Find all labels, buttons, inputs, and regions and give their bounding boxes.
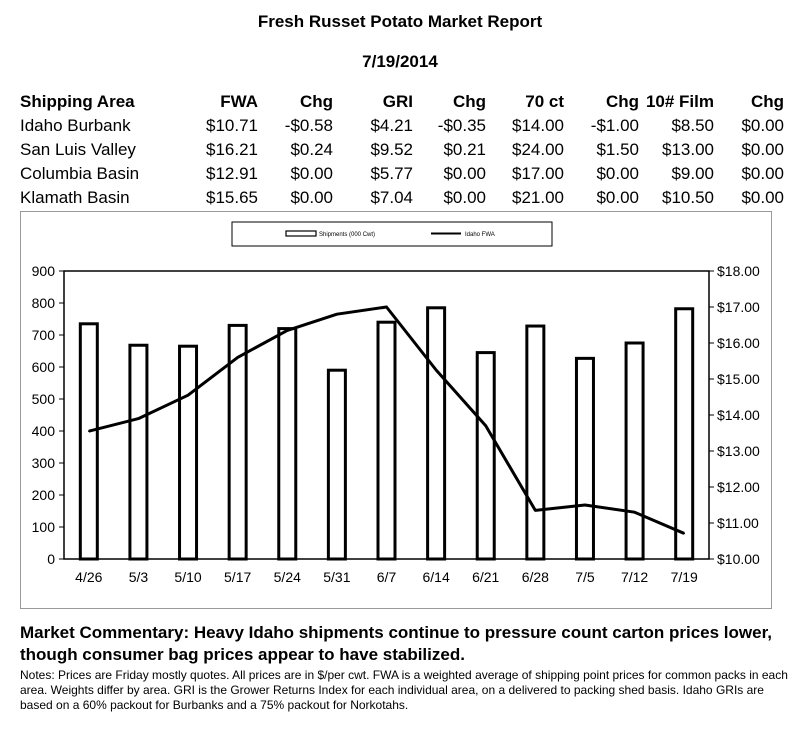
legend-box [232, 222, 552, 246]
chart-container [20, 211, 772, 609]
left-axis-tick-label: 700 [31, 327, 55, 343]
cell-10-film-chg: $0.00 [741, 164, 784, 183]
point-idaho-fwa [535, 510, 537, 512]
x-axis-tick-label: 5/17 [224, 569, 252, 585]
cell-10-film: $9.00 [671, 164, 714, 183]
cell-fwa: $15.65 [206, 188, 258, 207]
cell-10-film-chg: $0.00 [741, 188, 784, 207]
point-idaho-fwa [286, 330, 288, 332]
table-row [20, 138, 784, 162]
cell-70ct-chg: $0.00 [596, 188, 639, 207]
right-axis-tick-label: $17.00 [717, 299, 760, 315]
right-axis-tick-label: $16.00 [717, 335, 760, 351]
cell-gri: $4.21 [370, 116, 413, 135]
x-axis-tick-label: 5/10 [174, 569, 202, 585]
bar-shipments [576, 358, 593, 559]
x-axis-tick-label: 6/14 [422, 569, 450, 585]
bar-shipments [80, 324, 97, 559]
cell-area: Idaho Burbank [20, 116, 131, 135]
table-row [20, 114, 784, 138]
point-idaho-fwa [237, 357, 239, 359]
cell-gri-chg: -$0.35 [437, 116, 486, 135]
cell-fwa-chg: -$0.58 [284, 116, 333, 135]
x-axis-tick-label: 6/7 [376, 569, 397, 585]
bar-shipments [378, 322, 395, 559]
right-axis-tick-label: $14.00 [717, 407, 760, 423]
bar-shipments [279, 329, 296, 559]
right-axis-tick-label: $18.00 [717, 263, 760, 279]
notes: Notes: Prices are Friday mostly quotes. All prices are in $/per cwt. FWA is a weighted average of shipping point prices for common packs in each area. Weights differ by area. GRI is the Grower Returns Index for each individual area, on a delivered to packing shed basis. Idaho GRIs are based on a 60% packout for Burbanks and a 75% packout for Norkotahs. [20, 668, 788, 712]
header-gri-chg: Chg [452, 92, 486, 111]
cell-fwa: $16.21 [206, 140, 258, 159]
left-axis-tick-label: 500 [31, 391, 55, 407]
header-shipping-area: Shipping Area [20, 92, 135, 111]
bar-shipments [477, 353, 494, 559]
report-title: Fresh Russet Potato Market Report [257, 12, 543, 31]
cell-10-film: $10.50 [662, 188, 714, 207]
cell-70ct-chg: $0.00 [596, 164, 639, 183]
left-axis-tick-label: 200 [31, 487, 55, 503]
cell-gri: $5.77 [370, 164, 413, 183]
right-axis-tick-label: $10.00 [717, 551, 760, 567]
point-idaho-fwa [634, 511, 636, 513]
price-table [20, 90, 784, 210]
cell-10-film: $13.00 [662, 140, 714, 159]
x-axis-tick-label: 6/21 [472, 569, 500, 585]
cell-gri-chg: $0.00 [443, 188, 486, 207]
cell-70ct: $21.00 [512, 188, 564, 207]
right-axis-tick-label: $11.00 [717, 515, 759, 531]
left-axis-tick-label: 100 [31, 519, 55, 535]
left-axis-tick-label: 300 [31, 455, 55, 471]
point-idaho-fwa [435, 369, 437, 371]
header-70ct-chg: Chg [605, 92, 639, 111]
x-axis-tick-label: 5/31 [323, 569, 351, 585]
cell-10-film: $8.50 [671, 116, 714, 135]
x-axis-tick-label: 7/5 [575, 569, 595, 585]
cell-70ct: $14.00 [512, 116, 564, 135]
point-idaho-fwa [584, 504, 586, 506]
bar-shipments [328, 370, 345, 559]
cell-fwa: $12.91 [206, 164, 258, 183]
cell-fwa-chg: $0.24 [290, 140, 333, 159]
cell-area: Columbia Basin [20, 164, 140, 183]
cell-gri: $7.04 [370, 188, 413, 207]
header-10-film: 10# Film [645, 92, 714, 111]
point-idaho-fwa [386, 306, 388, 308]
cell-10-film-chg: $0.00 [741, 140, 784, 159]
left-axis-tick-label: 400 [31, 423, 55, 439]
x-axis-tick-label: 5/24 [273, 569, 301, 585]
point-idaho-fwa [683, 533, 685, 535]
header-fwa: FWA [220, 92, 258, 111]
bar-shipments [428, 308, 445, 559]
cell-area: San Luis Valley [20, 140, 136, 159]
x-axis-tick-label: 7/19 [670, 569, 698, 585]
cell-area: Klamath Basin [20, 188, 130, 207]
x-axis-tick-label: 5/3 [128, 569, 149, 585]
bar-shipments [180, 346, 197, 559]
right-axis-tick-label: $15.00 [717, 371, 760, 387]
cell-gri-chg: $0.00 [443, 164, 486, 183]
legend-swatch-shipments [286, 231, 316, 236]
cell-fwa: $10.71 [206, 116, 258, 135]
x-axis-tick-label: 6/28 [521, 569, 549, 585]
right-axis-tick-label: $13.00 [717, 443, 760, 459]
point-idaho-fwa [138, 418, 140, 420]
header-fwa-chg: Chg [299, 92, 333, 111]
cell-gri-chg: $0.21 [443, 140, 486, 159]
left-axis-tick-label: 800 [31, 295, 55, 311]
bar-shipments [626, 343, 643, 559]
table-header-row [20, 90, 784, 114]
cell-gri: $9.52 [370, 140, 413, 159]
point-idaho-fwa [187, 394, 189, 396]
left-axis-tick-label: 600 [31, 359, 55, 375]
table-row [20, 162, 784, 186]
cell-10-film-chg: $0.00 [741, 116, 784, 135]
cell-70ct: $17.00 [512, 164, 564, 183]
legend-label-fwa: Idaho FWA [465, 232, 495, 238]
point-idaho-fwa [336, 313, 338, 315]
bar-shipments [527, 326, 544, 559]
legend-label-shipments: Shipments (000 Cwt) [319, 232, 376, 238]
cell-fwa-chg: $0.00 [290, 188, 333, 207]
point-idaho-fwa [88, 430, 90, 432]
x-axis-tick-label: 4/26 [75, 569, 103, 585]
shipments-fwa-chart [21, 212, 773, 610]
table-row [20, 186, 784, 210]
right-axis-tick-label: $12.00 [717, 479, 760, 495]
cell-fwa-chg: $0.00 [290, 164, 333, 183]
header-70ct: 70 ct [525, 92, 564, 111]
cell-70ct: $24.00 [512, 140, 564, 159]
bar-shipments [130, 345, 147, 559]
cell-70ct-chg: -$1.00 [590, 116, 639, 135]
left-axis-tick-label: 900 [31, 263, 55, 279]
report-date: 7/19/2014 [362, 52, 438, 71]
point-idaho-fwa [485, 425, 487, 427]
cell-70ct-chg: $1.50 [596, 140, 639, 159]
left-axis-tick-label: 0 [47, 551, 55, 567]
bar-shipments [676, 309, 693, 559]
x-axis-tick-label: 7/12 [620, 569, 649, 585]
header-10-film-chg: Chg [750, 92, 784, 111]
header-gri: GRI [382, 92, 413, 111]
market-commentary: Market Commentary: Heavy Idaho shipments continue to pressure count carton prices lower, though consumer bag prices appear to have stabilized. [20, 623, 772, 664]
